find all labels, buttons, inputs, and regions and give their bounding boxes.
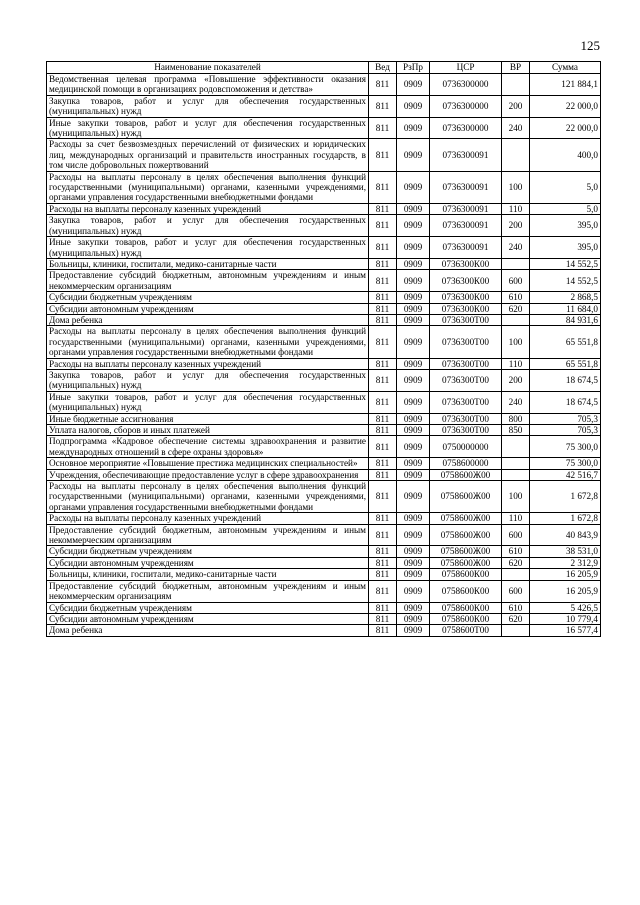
cell-sum: 395,0 xyxy=(530,237,601,259)
cell-ved: 811 xyxy=(369,95,397,117)
cell-name: Учреждения, обеспечивающие предоставление услуг в сфере здравоохранения xyxy=(47,469,369,480)
cell-ved: 811 xyxy=(369,270,397,292)
cell-rzpr: 0909 xyxy=(397,95,430,117)
cell-rzpr: 0909 xyxy=(397,513,430,524)
cell-vr: 800 xyxy=(502,413,530,424)
cell-vr: 100 xyxy=(502,326,530,358)
cell-rzpr: 0909 xyxy=(397,469,430,480)
cell-rzpr: 0909 xyxy=(397,546,430,557)
cell-sum: 40 843,9 xyxy=(530,524,601,546)
table-row xyxy=(47,458,601,469)
budget-table xyxy=(46,61,601,637)
cell-ved: 811 xyxy=(369,326,397,358)
table-row xyxy=(47,314,601,325)
cell-vr xyxy=(502,625,530,636)
cell-vr xyxy=(502,569,530,580)
cell-rzpr: 0909 xyxy=(397,436,430,458)
cell-rzpr: 0909 xyxy=(397,314,430,325)
cell-rzpr: 0909 xyxy=(397,481,430,513)
table-row xyxy=(47,613,601,624)
cell-ved: 811 xyxy=(369,458,397,469)
cell-name: Больницы, клиники, госпитали, медико-санитарные части xyxy=(47,258,369,269)
table-row xyxy=(47,303,601,314)
cell-ved: 811 xyxy=(369,237,397,259)
cell-ved: 811 xyxy=(369,391,397,413)
cell-csr: 0736300000 xyxy=(430,117,502,139)
cell-csr: 0736300К00 xyxy=(430,292,502,303)
cell-csr: 0736300000 xyxy=(430,74,502,96)
cell-sum: 75 300,0 xyxy=(530,458,601,469)
cell-vr: 600 xyxy=(502,270,530,292)
cell-name: Иные закупки товаров, работ и услуг для обеспечения государственных (муниципальных) нужд xyxy=(47,391,369,413)
cell-csr: 0758600Ж00 xyxy=(430,524,502,546)
table-row xyxy=(47,413,601,424)
cell-sum: 65 551,8 xyxy=(530,358,601,369)
cell-sum: 705,3 xyxy=(530,413,601,424)
cell-sum: 14 552,5 xyxy=(530,258,601,269)
cell-rzpr: 0909 xyxy=(397,613,430,624)
cell-csr: 0758600К00 xyxy=(430,569,502,580)
cell-sum: 5,0 xyxy=(530,171,601,203)
cell-csr: 0736300Т00 xyxy=(430,413,502,424)
cell-csr: 0736300К00 xyxy=(430,303,502,314)
cell-rzpr: 0909 xyxy=(397,303,430,314)
cell-rzpr: 0909 xyxy=(397,391,430,413)
cell-ved: 811 xyxy=(369,314,397,325)
cell-name: Закупка товаров, работ и услуг для обеспечения государственных (муниципальных) нужд xyxy=(47,95,369,117)
cell-vr: 200 xyxy=(502,95,530,117)
cell-vr: 110 xyxy=(502,513,530,524)
cell-vr: 200 xyxy=(502,215,530,237)
cell-sum: 42 516,7 xyxy=(530,469,601,480)
cell-ved: 811 xyxy=(369,139,397,171)
cell-ved: 811 xyxy=(369,413,397,424)
cell-rzpr: 0909 xyxy=(397,215,430,237)
header-vr: ВР xyxy=(502,62,530,74)
cell-csr: 0758600000 xyxy=(430,458,502,469)
cell-ved: 811 xyxy=(369,171,397,203)
cell-vr: 100 xyxy=(502,481,530,513)
cell-csr: 0736300Т00 xyxy=(430,314,502,325)
cell-sum: 16 577,4 xyxy=(530,625,601,636)
cell-ved: 811 xyxy=(369,513,397,524)
cell-rzpr: 0909 xyxy=(397,171,430,203)
cell-csr: 0736300К00 xyxy=(430,258,502,269)
cell-sum: 10 779,4 xyxy=(530,613,601,624)
cell-name: Субсидии автономным учреждениям xyxy=(47,613,369,624)
table-row xyxy=(47,580,601,602)
cell-csr: 0758600К00 xyxy=(430,602,502,613)
cell-ved: 811 xyxy=(369,613,397,624)
table-row xyxy=(47,117,601,139)
cell-sum: 84 931,6 xyxy=(530,314,601,325)
cell-ved: 811 xyxy=(369,524,397,546)
cell-ved: 811 xyxy=(369,625,397,636)
cell-vr: 100 xyxy=(502,171,530,203)
cell-sum: 18 674,5 xyxy=(530,369,601,391)
table-row xyxy=(47,270,601,292)
cell-name: Расходы на выплаты персоналу в целях обеспечения выполнения функций государственными (муниципальными) органами, казенными учреждениями, органами управления государственными внебюджетными фондами xyxy=(47,171,369,203)
cell-sum: 16 205,9 xyxy=(530,580,601,602)
header-row xyxy=(47,62,601,74)
cell-sum: 18 674,5 xyxy=(530,391,601,413)
cell-ved: 811 xyxy=(369,469,397,480)
table-row xyxy=(47,258,601,269)
cell-csr: 0758600Ж00 xyxy=(430,557,502,568)
cell-rzpr: 0909 xyxy=(397,369,430,391)
cell-csr: 0758600К00 xyxy=(430,613,502,624)
table-row xyxy=(47,546,601,557)
cell-sum: 5,0 xyxy=(530,203,601,214)
cell-name: Расходы на выплаты персоналу казенных учреждений xyxy=(47,203,369,214)
header-ved: Вед xyxy=(369,62,397,74)
cell-sum: 1 672,8 xyxy=(530,513,601,524)
cell-name: Уплата налогов, сборов и иных платежей xyxy=(47,425,369,436)
cell-vr: 620 xyxy=(502,303,530,314)
cell-vr: 240 xyxy=(502,117,530,139)
header-sum: Сумма xyxy=(530,62,601,74)
cell-ved: 811 xyxy=(369,258,397,269)
table-row xyxy=(47,237,601,259)
cell-csr: 0736300Т00 xyxy=(430,425,502,436)
cell-csr: 0758600Ж00 xyxy=(430,481,502,513)
cell-rzpr: 0909 xyxy=(397,74,430,96)
cell-vr: 600 xyxy=(502,524,530,546)
cell-name: Расходы на выплаты персоналу в целях обеспечения выполнения функций государственными (муниципальными) органами, казенными учреждениями, органами управления государственными внебюджетными фондами xyxy=(47,326,369,358)
cell-sum: 22 000,0 xyxy=(530,117,601,139)
cell-rzpr: 0909 xyxy=(397,557,430,568)
cell-csr: 0736300Т00 xyxy=(430,358,502,369)
table-row xyxy=(47,171,601,203)
cell-csr: 0736300091 xyxy=(430,215,502,237)
cell-vr xyxy=(502,436,530,458)
cell-name: Иные закупки товаров, работ и услуг для обеспечения государственных (муниципальных) нужд xyxy=(47,237,369,259)
cell-rzpr: 0909 xyxy=(397,258,430,269)
cell-vr: 200 xyxy=(502,369,530,391)
table-row xyxy=(47,358,601,369)
cell-csr: 0758600Ж00 xyxy=(430,469,502,480)
table-row xyxy=(47,513,601,524)
cell-name: Иные бюджетные ассигнования xyxy=(47,413,369,424)
cell-sum: 400,0 xyxy=(530,139,601,171)
cell-csr: 0758600Ж00 xyxy=(430,546,502,557)
cell-rzpr: 0909 xyxy=(397,292,430,303)
cell-vr: 620 xyxy=(502,613,530,624)
cell-csr: 0736300Т00 xyxy=(430,391,502,413)
cell-ved: 811 xyxy=(369,303,397,314)
cell-csr: 0736300Т00 xyxy=(430,369,502,391)
table-body xyxy=(47,74,601,637)
cell-sum: 1 672,8 xyxy=(530,481,601,513)
cell-name: Субсидии бюджетным учреждениям xyxy=(47,292,369,303)
cell-sum: 65 551,8 xyxy=(530,326,601,358)
table-row xyxy=(47,425,601,436)
cell-name: Расходы на выплаты персоналу в целях обеспечения выполнения функций государственными (муниципальными) органами, казенными учреждениями, органами управления государственными внебюджетными фондами xyxy=(47,481,369,513)
cell-sum: 22 000,0 xyxy=(530,95,601,117)
cell-ved: 811 xyxy=(369,481,397,513)
cell-vr xyxy=(502,314,530,325)
cell-rzpr: 0909 xyxy=(397,425,430,436)
cell-csr: 0736300К00 xyxy=(430,270,502,292)
cell-vr xyxy=(502,458,530,469)
cell-sum: 2 868,5 xyxy=(530,292,601,303)
page-number: 125 xyxy=(580,38,600,53)
header-csr: ЦСР xyxy=(430,62,502,74)
cell-ved: 811 xyxy=(369,569,397,580)
table-header xyxy=(47,62,601,74)
cell-rzpr: 0909 xyxy=(397,270,430,292)
cell-vr: 850 xyxy=(502,425,530,436)
table-row xyxy=(47,569,601,580)
cell-vr: 110 xyxy=(502,358,530,369)
cell-csr: 0750000000 xyxy=(430,436,502,458)
cell-sum: 121 884,1 xyxy=(530,74,601,96)
table-row xyxy=(47,369,601,391)
cell-rzpr: 0909 xyxy=(397,203,430,214)
cell-vr: 600 xyxy=(502,580,530,602)
cell-ved: 811 xyxy=(369,358,397,369)
cell-rzpr: 0909 xyxy=(397,625,430,636)
cell-sum: 5 426,5 xyxy=(530,602,601,613)
cell-rzpr: 0909 xyxy=(397,458,430,469)
cell-sum: 14 552,5 xyxy=(530,270,601,292)
table-row xyxy=(47,391,601,413)
cell-vr: 110 xyxy=(502,203,530,214)
cell-vr xyxy=(502,139,530,171)
header-rzpr: РзПр xyxy=(397,62,430,74)
cell-vr xyxy=(502,258,530,269)
cell-name: Предоставление субсидий бюджетным, автономным учреждениям и иным некоммерческим организациям xyxy=(47,270,369,292)
cell-ved: 811 xyxy=(369,580,397,602)
cell-rzpr: 0909 xyxy=(397,602,430,613)
cell-csr: 0736300091 xyxy=(430,171,502,203)
table-row xyxy=(47,436,601,458)
cell-name: Дома ребенка xyxy=(47,625,369,636)
cell-name: Субсидии автономным учреждениям xyxy=(47,303,369,314)
table-row xyxy=(47,95,601,117)
table-row xyxy=(47,625,601,636)
cell-vr: 610 xyxy=(502,292,530,303)
cell-name: Иные закупки товаров, работ и услуг для обеспечения государственных (муниципальных) нужд xyxy=(47,117,369,139)
cell-vr: 610 xyxy=(502,546,530,557)
cell-rzpr: 0909 xyxy=(397,413,430,424)
cell-sum: 75 300,0 xyxy=(530,436,601,458)
cell-name: Ведомственная целевая программа «Повышение эффективности оказания медицинской помощи в организациях родовспоможения и детства» xyxy=(47,74,369,96)
table-row xyxy=(47,557,601,568)
table-row xyxy=(47,602,601,613)
table-row xyxy=(47,326,601,358)
cell-rzpr: 0909 xyxy=(397,524,430,546)
table-row xyxy=(47,139,601,171)
cell-name: Больницы, клиники, госпитали, медико-санитарные части xyxy=(47,569,369,580)
header-name: Наименование показателей xyxy=(47,62,369,74)
cell-rzpr: 0909 xyxy=(397,139,430,171)
cell-csr: 0736300Т00 xyxy=(430,326,502,358)
cell-ved: 811 xyxy=(369,117,397,139)
cell-ved: 811 xyxy=(369,203,397,214)
table-row xyxy=(47,203,601,214)
cell-csr: 0758600Т00 xyxy=(430,625,502,636)
cell-name: Закупка товаров, работ и услуг для обеспечения государственных (муниципальных) нужд xyxy=(47,215,369,237)
cell-rzpr: 0909 xyxy=(397,580,430,602)
cell-sum: 395,0 xyxy=(530,215,601,237)
cell-csr: 0758600Ж00 xyxy=(430,513,502,524)
cell-ved: 811 xyxy=(369,436,397,458)
cell-rzpr: 0909 xyxy=(397,326,430,358)
cell-ved: 811 xyxy=(369,425,397,436)
cell-name: Расходы за счет безвозмездных перечислений от физических и юридических лиц, международных организаций и правительств иностранных государств, в том числе добровольных пожертвований xyxy=(47,139,369,171)
cell-csr: 0758600К00 xyxy=(430,580,502,602)
cell-sum: 705,3 xyxy=(530,425,601,436)
cell-rzpr: 0909 xyxy=(397,237,430,259)
cell-rzpr: 0909 xyxy=(397,117,430,139)
cell-name: Предоставление субсидий бюджетным, автономным учреждениям и иным некоммерческим организациям xyxy=(47,580,369,602)
cell-vr: 240 xyxy=(502,391,530,413)
cell-sum: 2 312,9 xyxy=(530,557,601,568)
cell-ved: 811 xyxy=(369,74,397,96)
table-row xyxy=(47,215,601,237)
cell-name: Расходы на выплаты персоналу казенных учреждений xyxy=(47,358,369,369)
cell-name: Субсидии автономным учреждениям xyxy=(47,557,369,568)
cell-name: Субсидии бюджетным учреждениям xyxy=(47,546,369,557)
table-row xyxy=(47,292,601,303)
table-row xyxy=(47,74,601,96)
cell-sum: 38 531,0 xyxy=(530,546,601,557)
cell-vr: 620 xyxy=(502,557,530,568)
cell-ved: 811 xyxy=(369,557,397,568)
table-row xyxy=(47,524,601,546)
cell-name: Основное мероприятие «Повышение престижа медицинских специальностей» xyxy=(47,458,369,469)
cell-sum: 11 684,0 xyxy=(530,303,601,314)
cell-vr: 240 xyxy=(502,237,530,259)
table-row xyxy=(47,469,601,480)
cell-vr: 610 xyxy=(502,602,530,613)
table-row xyxy=(47,481,601,513)
cell-sum: 16 205,9 xyxy=(530,569,601,580)
cell-name: Расходы на выплаты персоналу казенных учреждений xyxy=(47,513,369,524)
cell-ved: 811 xyxy=(369,602,397,613)
cell-name: Закупка товаров, работ и услуг для обеспечения государственных (муниципальных) нужд xyxy=(47,369,369,391)
cell-ved: 811 xyxy=(369,369,397,391)
cell-ved: 811 xyxy=(369,215,397,237)
cell-rzpr: 0909 xyxy=(397,358,430,369)
cell-vr xyxy=(502,74,530,96)
cell-name: Дома ребенка xyxy=(47,314,369,325)
cell-csr: 0736300000 xyxy=(430,95,502,117)
cell-name: Подпрограмма «Кадровое обеспечение системы здравоохранения и развитие международных отношений в сфере охраны здоровья» xyxy=(47,436,369,458)
cell-name: Субсидии бюджетным учреждениям xyxy=(47,602,369,613)
cell-ved: 811 xyxy=(369,292,397,303)
cell-csr: 0736300091 xyxy=(430,139,502,171)
cell-csr: 0736300091 xyxy=(430,237,502,259)
cell-vr xyxy=(502,469,530,480)
cell-ved: 811 xyxy=(369,546,397,557)
cell-csr: 0736300091 xyxy=(430,203,502,214)
cell-name: Предоставление субсидий бюджетным, автономным учреждениям и иным некоммерческим организациям xyxy=(47,524,369,546)
cell-rzpr: 0909 xyxy=(397,569,430,580)
